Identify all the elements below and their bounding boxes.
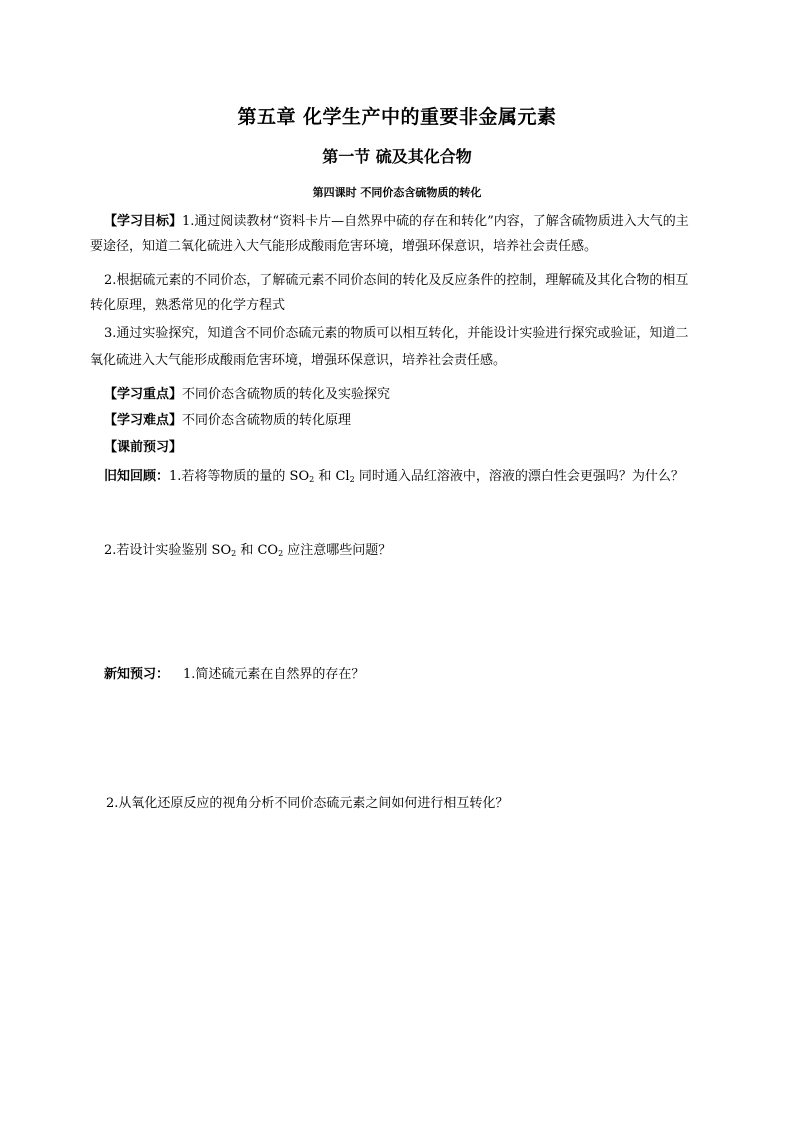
review-question-2: 2.若设计实验鉴别 $SO_2$ 和 $CO_2$ 应注意哪些问题？ [104, 543, 392, 558]
difficulties-label: 【学习难点】 [104, 413, 183, 428]
preview-label: 【课前预习】 [104, 440, 183, 455]
objective-3-line-2: 氧化硫进入大气能形成酸雨危害环境，增强环保意识，培养社会责任感。 [90, 353, 507, 368]
new-knowledge-question-2: 2.从氧化还原反应的视角分析不同价态硫元素之间如何进行相互转化？ [106, 796, 509, 811]
section-title: 第一节 硫及其化合物 [322, 147, 472, 166]
lesson-title: 第四课时 不同价态含硫物质的转化 [312, 186, 482, 199]
objectives-line-1 [104, 213, 689, 231]
objective-2-line-1: 2.根据硫元素的不同价态，了解硫元素不同价态间的转化及反应条件的控制，理解硫及其化合物的相互 [104, 273, 689, 288]
difficulties [104, 412, 351, 430]
difficulties-text: 不同价态含硫物质的转化原理 [182, 413, 352, 428]
key-points-label: 【学习重点】 [104, 387, 183, 402]
objective-2-line-2: 转化原理，熟悉常见的化学方程式 [90, 298, 286, 313]
objective-1-text: 1.通过阅读教材“资料卡片—自然界中硫的存在和转化”内容，了解含硫物质进入大气的主 [182, 214, 689, 229]
review-label: 旧知回顾： [104, 469, 170, 484]
new-knowledge-label: 新知预习： [104, 667, 170, 682]
objective-1-continuation: 要途径，知道二氧化硫进入大气能形成酸雨危害环境，增强环保意识，培养社会责任感。 [90, 239, 598, 254]
key-points [104, 386, 390, 404]
new-knowledge-question-1: 新知预习： 1.简述硫元素在自然界的存在？ [104, 667, 365, 682]
chapter-title: 第五章 化学生产中的重要非金属元素 [237, 106, 557, 128]
objectives-label: 【学习目标】 [104, 214, 183, 229]
review-question-1: 旧知回顾：1.若将等物质的量的 $SO_2$ 和 $Cl_2$ 同时通入品红溶液中，溶液的漂白性会更强吗？为什么？ [104, 469, 684, 484]
key-points-text: 不同价态含硫物质的转化及实验探究 [182, 387, 391, 402]
objective-3-line-1: 3.通过实验探究，知道含不同价态硫元素的物质可以相互转化，并能设计实验进行探究或验证，知道二 [104, 326, 689, 341]
